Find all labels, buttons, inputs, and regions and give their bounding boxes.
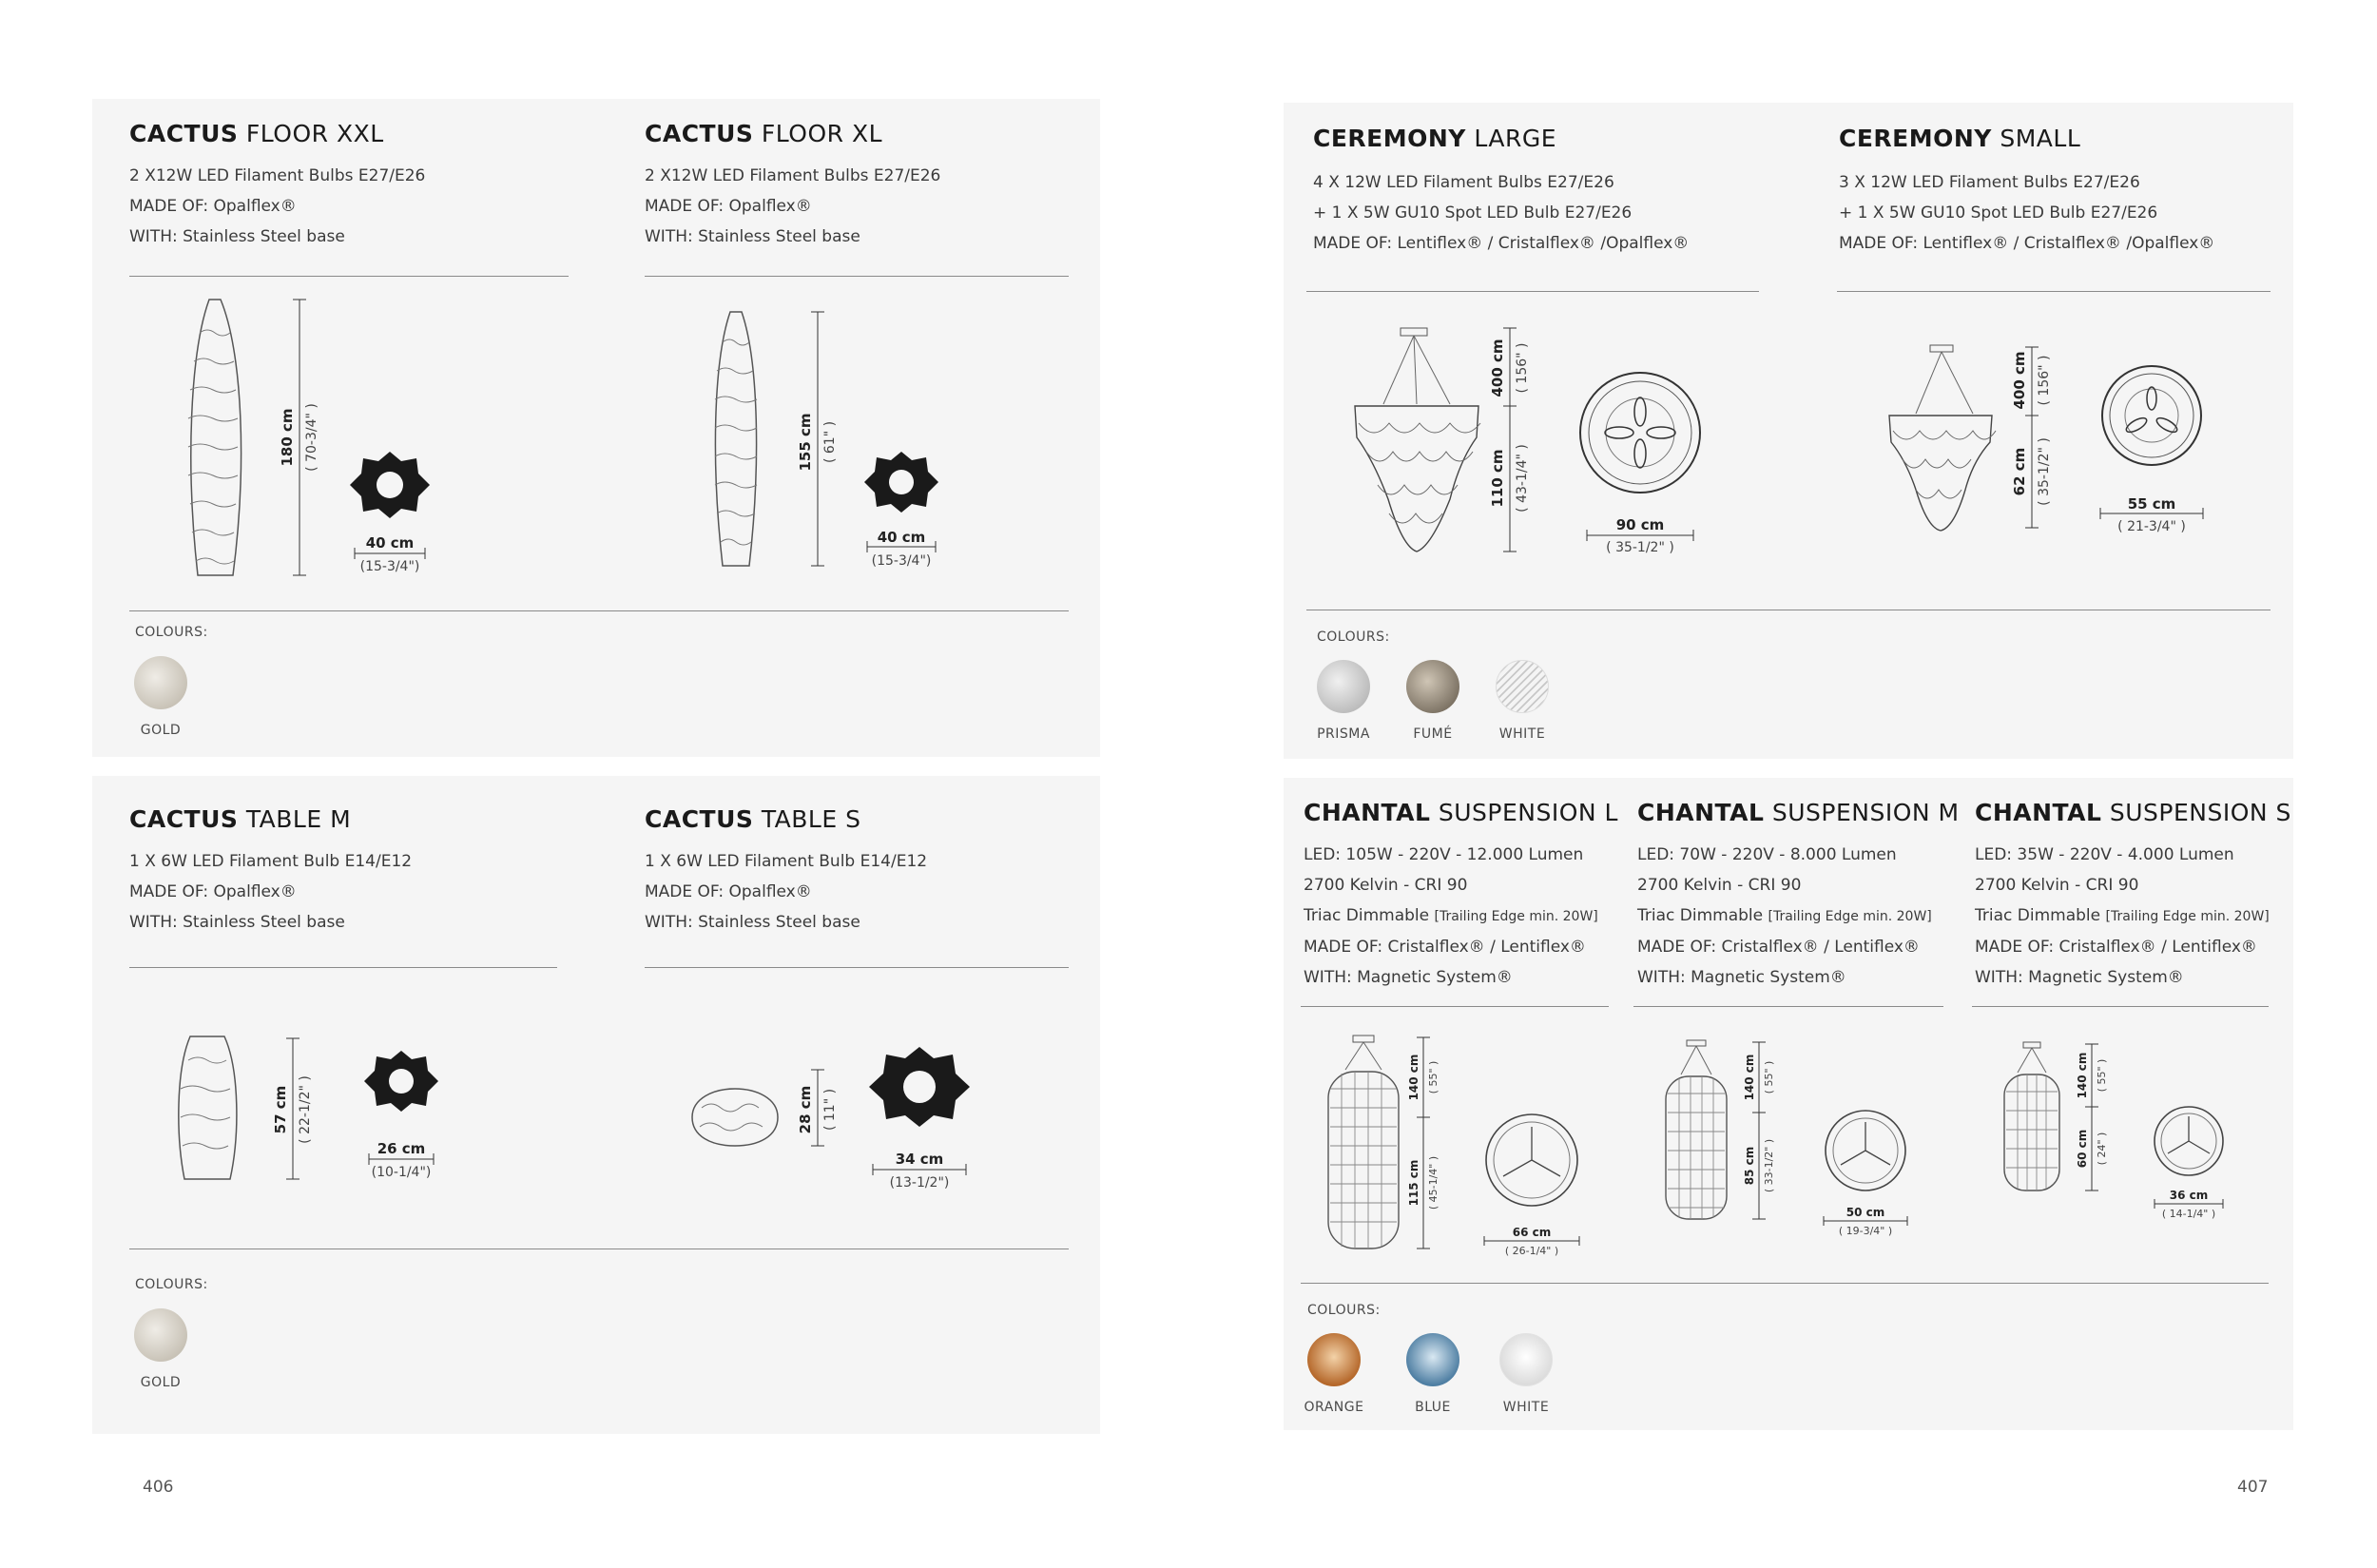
swatch-name: WHITE bbox=[1498, 726, 1546, 742]
swatch-circle bbox=[1499, 1333, 1553, 1386]
spec-line: 4 X 12W LED Filament Bulbs E27/E26 bbox=[1313, 173, 1614, 192]
swatch-circle bbox=[1317, 660, 1370, 713]
colour-swatch-orange[interactable] bbox=[1291, 1333, 1377, 1415]
page-number: 406 bbox=[143, 1478, 174, 1497]
height-dim-label: 110 cm bbox=[1489, 449, 1506, 508]
divider bbox=[1633, 1006, 1943, 1007]
swatch-circle bbox=[134, 656, 187, 709]
page-number: 407 bbox=[2237, 1478, 2269, 1497]
colour-swatch-blue[interactable] bbox=[1390, 1333, 1476, 1415]
spec-line: WITH: Stainless Steel base bbox=[645, 227, 860, 246]
product-ceremony-large bbox=[1313, 125, 1689, 259]
cactus-floor-xl-drawing bbox=[704, 304, 960, 580]
spec-line: Triac Dimmable [Trailing Edge min. 20W] bbox=[1975, 906, 2270, 925]
spec-line: MADE OF: Cristalflex® / Lentiflex® bbox=[1304, 938, 1586, 957]
width-in-label: (13-1/2") bbox=[889, 1175, 950, 1191]
spec-line: MADE OF: Opalflex® bbox=[129, 197, 297, 216]
swatch-name: BLUE bbox=[1415, 1400, 1451, 1415]
swatch-name: WHITE bbox=[1502, 1400, 1550, 1415]
height-in-label: ( 70-3/4" ) bbox=[304, 403, 319, 472]
width-in-label: ( 21-3/4" ) bbox=[2117, 519, 2186, 534]
spec-line: LED: 70W - 220V - 8.000 Lumen bbox=[1637, 845, 1897, 864]
swatch-circle bbox=[134, 1308, 187, 1362]
divider bbox=[129, 276, 569, 277]
spec-line: + 1 X 5W GU10 Spot LED Bulb E27/E26 bbox=[1839, 203, 2158, 223]
product-title: CEREMONY LARGE bbox=[1313, 125, 1557, 152]
spec-line: 2 X12W LED Filament Bulbs E27/E26 bbox=[645, 166, 941, 185]
divider bbox=[1306, 291, 1759, 292]
product-cactus-table-s bbox=[645, 805, 927, 938]
swatch-name: PRISMA bbox=[1317, 726, 1370, 742]
height-in-label: ( 22-1/2" ) bbox=[298, 1075, 313, 1144]
colours-label: COLOURS: bbox=[1307, 1303, 1381, 1318]
height-in-label: ( 24" ) bbox=[2096, 1132, 2108, 1166]
product-cactus-floor-xl bbox=[645, 120, 940, 252]
chantal-s-drawing bbox=[1995, 1038, 2251, 1229]
spec-line: MADE OF: Lentiflex® / Cristalflex® /Opalflex® bbox=[1313, 234, 1690, 253]
divider bbox=[1301, 1283, 2269, 1284]
swatch-name: GOLD bbox=[140, 1375, 182, 1390]
product-chantal-suspension-s bbox=[1975, 799, 2291, 993]
height-in-label: ( 45-1/4" ) bbox=[1427, 1155, 1440, 1210]
divider bbox=[1301, 1006, 1609, 1007]
product-title: CACTUS FLOOR XL bbox=[645, 120, 882, 147]
product-title: CACTUS TABLE M bbox=[129, 805, 352, 833]
swatch-circle bbox=[1406, 660, 1459, 713]
width-in-label: (15-3/4") bbox=[359, 559, 420, 574]
width-in-label: ( 35-1/2" ) bbox=[1606, 540, 1674, 555]
height-in-label: ( 11" ) bbox=[822, 1088, 838, 1132]
width-dim-label: 34 cm bbox=[895, 1151, 944, 1168]
product-title: CACTUS FLOOR XXL bbox=[129, 120, 384, 147]
chantal-m-drawing bbox=[1654, 1036, 1930, 1246]
colour-swatch-gold[interactable] bbox=[118, 656, 203, 738]
width-dim-label: 66 cm bbox=[1512, 1226, 1552, 1239]
spec-line: 2700 Kelvin - CRI 90 bbox=[1975, 876, 2139, 895]
spec-line: 2700 Kelvin - CRI 90 bbox=[1637, 876, 1802, 895]
colour-swatch-white[interactable] bbox=[1479, 660, 1565, 742]
width-dim-label: 55 cm bbox=[2127, 495, 2176, 513]
colour-swatch-gold[interactable] bbox=[118, 1308, 203, 1390]
spec-line: MADE OF: Cristalflex® / Lentiflex® bbox=[1637, 938, 1920, 957]
spec-line: LED: 105W - 220V - 12.000 Lumen bbox=[1304, 845, 1584, 864]
height-in-label: ( 35-1/2" ) bbox=[2037, 437, 2052, 506]
height-dim-label: 62 cm bbox=[2011, 447, 2028, 496]
width-dim-label: 40 cm bbox=[365, 534, 415, 552]
divider bbox=[645, 276, 1069, 277]
spec-line: 3 X 12W LED Filament Bulbs E27/E26 bbox=[1839, 173, 2140, 192]
width-dim-label: 50 cm bbox=[1846, 1206, 1885, 1219]
cactus-floor-xxl-drawing bbox=[181, 295, 447, 590]
ceremony-large-drawing bbox=[1345, 319, 1726, 566]
spec-line: Triac Dimmable [Trailing Edge min. 20W] bbox=[1304, 906, 1598, 925]
spec-line: WITH: Stainless Steel base bbox=[129, 913, 345, 932]
swatch-circle bbox=[1496, 660, 1549, 713]
height-dim-label: 60 cm bbox=[2076, 1129, 2089, 1169]
divider bbox=[129, 610, 1069, 611]
cactus-table-m-drawing bbox=[171, 1032, 456, 1193]
spec-line: MADE OF: Cristalflex® / Lentiflex® bbox=[1975, 938, 2257, 957]
cable-dim-label: 140 cm bbox=[1407, 1054, 1420, 1101]
product-title: CEREMONY SMALL bbox=[1839, 125, 2081, 152]
chantal-l-drawing bbox=[1317, 1032, 1602, 1260]
product-chantal-suspension-l bbox=[1304, 799, 1618, 993]
spec-line: + 1 X 5W GU10 Spot LED Bulb E27/E26 bbox=[1313, 203, 1633, 223]
spec-line: 2 X12W LED Filament Bulbs E27/E26 bbox=[129, 166, 426, 185]
height-dim-label: 85 cm bbox=[1743, 1146, 1756, 1186]
height-dim-label: 155 cm bbox=[797, 413, 814, 472]
width-in-label: ( 14-1/4" ) bbox=[2161, 1208, 2216, 1220]
product-title: CHANTAL SUSPENSION M bbox=[1637, 799, 1960, 826]
swatch-name: GOLD bbox=[140, 723, 182, 738]
width-in-label: (15-3/4") bbox=[871, 553, 932, 569]
swatch-name: FUMÉ bbox=[1413, 726, 1453, 742]
spec-line: MADE OF: Opalflex® bbox=[645, 882, 812, 901]
swatch-name: ORANGE bbox=[1304, 1400, 1364, 1415]
product-chantal-suspension-m bbox=[1637, 799, 1960, 993]
colours-label: COLOURS: bbox=[1317, 629, 1390, 645]
spec-line: 1 X 6W LED Filament Bulb E14/E12 bbox=[129, 852, 413, 871]
swatch-circle bbox=[1307, 1333, 1361, 1386]
divider bbox=[129, 967, 557, 968]
cable-in-label: ( 55" ) bbox=[2096, 1058, 2108, 1093]
cable-dim-label: 140 cm bbox=[1743, 1054, 1756, 1101]
divider bbox=[645, 967, 1069, 968]
colour-swatch-prisma[interactable] bbox=[1301, 660, 1386, 742]
height-dim-label: 57 cm bbox=[272, 1085, 289, 1134]
product-title: CHANTAL SUSPENSION S bbox=[1975, 799, 2291, 826]
cable-in-label: ( 156" ) bbox=[2037, 355, 2052, 406]
height-dim-label: 115 cm bbox=[1407, 1159, 1420, 1207]
width-dim-label: 90 cm bbox=[1615, 516, 1665, 533]
height-in-label: ( 43-1/4" ) bbox=[1515, 444, 1530, 513]
colours-label: COLOURS: bbox=[135, 1277, 208, 1292]
cable-in-label: ( 156" ) bbox=[1515, 342, 1530, 394]
height-dim-label: 28 cm bbox=[797, 1085, 814, 1134]
divider bbox=[1972, 1006, 2269, 1007]
spec-line: MADE OF: Opalflex® bbox=[129, 882, 297, 901]
spec-line: WITH: Magnetic System® bbox=[1637, 968, 1846, 987]
cable-in-label: ( 55" ) bbox=[1427, 1060, 1440, 1094]
cable-in-label: ( 55" ) bbox=[1763, 1060, 1775, 1094]
colours-label: COLOURS: bbox=[135, 625, 208, 640]
height-in-label: ( 33-1/2" ) bbox=[1763, 1138, 1775, 1193]
spec-line: MADE OF: Lentiflex® / Cristalflex® /Opalflex® bbox=[1839, 234, 2215, 253]
swatch-circle bbox=[1406, 1333, 1459, 1386]
product-cactus-table-m bbox=[129, 805, 412, 938]
spec-line: WITH: Stainless Steel base bbox=[645, 913, 860, 932]
cable-dim-label: 140 cm bbox=[2076, 1052, 2089, 1099]
spec-line: WITH: Magnetic System® bbox=[1975, 968, 2184, 987]
spec-line: MADE OF: Opalflex® bbox=[645, 197, 812, 216]
divider bbox=[1837, 291, 2271, 292]
cactus-table-s-drawing bbox=[683, 1041, 987, 1203]
width-dim-label: 36 cm bbox=[2169, 1189, 2209, 1202]
width-in-label: ( 26-1/4" ) bbox=[1504, 1245, 1559, 1257]
width-in-label: ( 19-3/4" ) bbox=[1838, 1225, 1893, 1237]
product-title: CHANTAL SUSPENSION L bbox=[1304, 799, 1618, 826]
width-dim-label: 40 cm bbox=[877, 529, 926, 546]
width-dim-label: 26 cm bbox=[377, 1140, 426, 1157]
width-in-label: (10-1/4") bbox=[371, 1165, 432, 1180]
ceremony-small-drawing bbox=[1878, 338, 2220, 547]
product-cactus-floor-xxl bbox=[129, 120, 425, 252]
cable-dim-label: 400 cm bbox=[2011, 351, 2028, 410]
spec-line: Triac Dimmable [Trailing Edge min. 20W] bbox=[1637, 906, 1932, 925]
product-ceremony-small bbox=[1839, 125, 2214, 259]
height-in-label: ( 61" ) bbox=[822, 420, 838, 464]
spec-line: LED: 35W - 220V - 4.000 Lumen bbox=[1975, 845, 2234, 864]
spec-line: 2700 Kelvin - CRI 90 bbox=[1304, 876, 1468, 895]
height-dim-label: 180 cm bbox=[279, 408, 296, 467]
cable-dim-label: 400 cm bbox=[1489, 339, 1506, 397]
colour-swatch-white[interactable] bbox=[1483, 1333, 1569, 1415]
product-title: CACTUS TABLE S bbox=[645, 805, 861, 833]
spec-line: WITH: Stainless Steel base bbox=[129, 227, 345, 246]
spec-line: 1 X 6W LED Filament Bulb E14/E12 bbox=[645, 852, 928, 871]
spec-line: WITH: Magnetic System® bbox=[1304, 968, 1513, 987]
colour-swatch-fume[interactable] bbox=[1390, 660, 1476, 742]
